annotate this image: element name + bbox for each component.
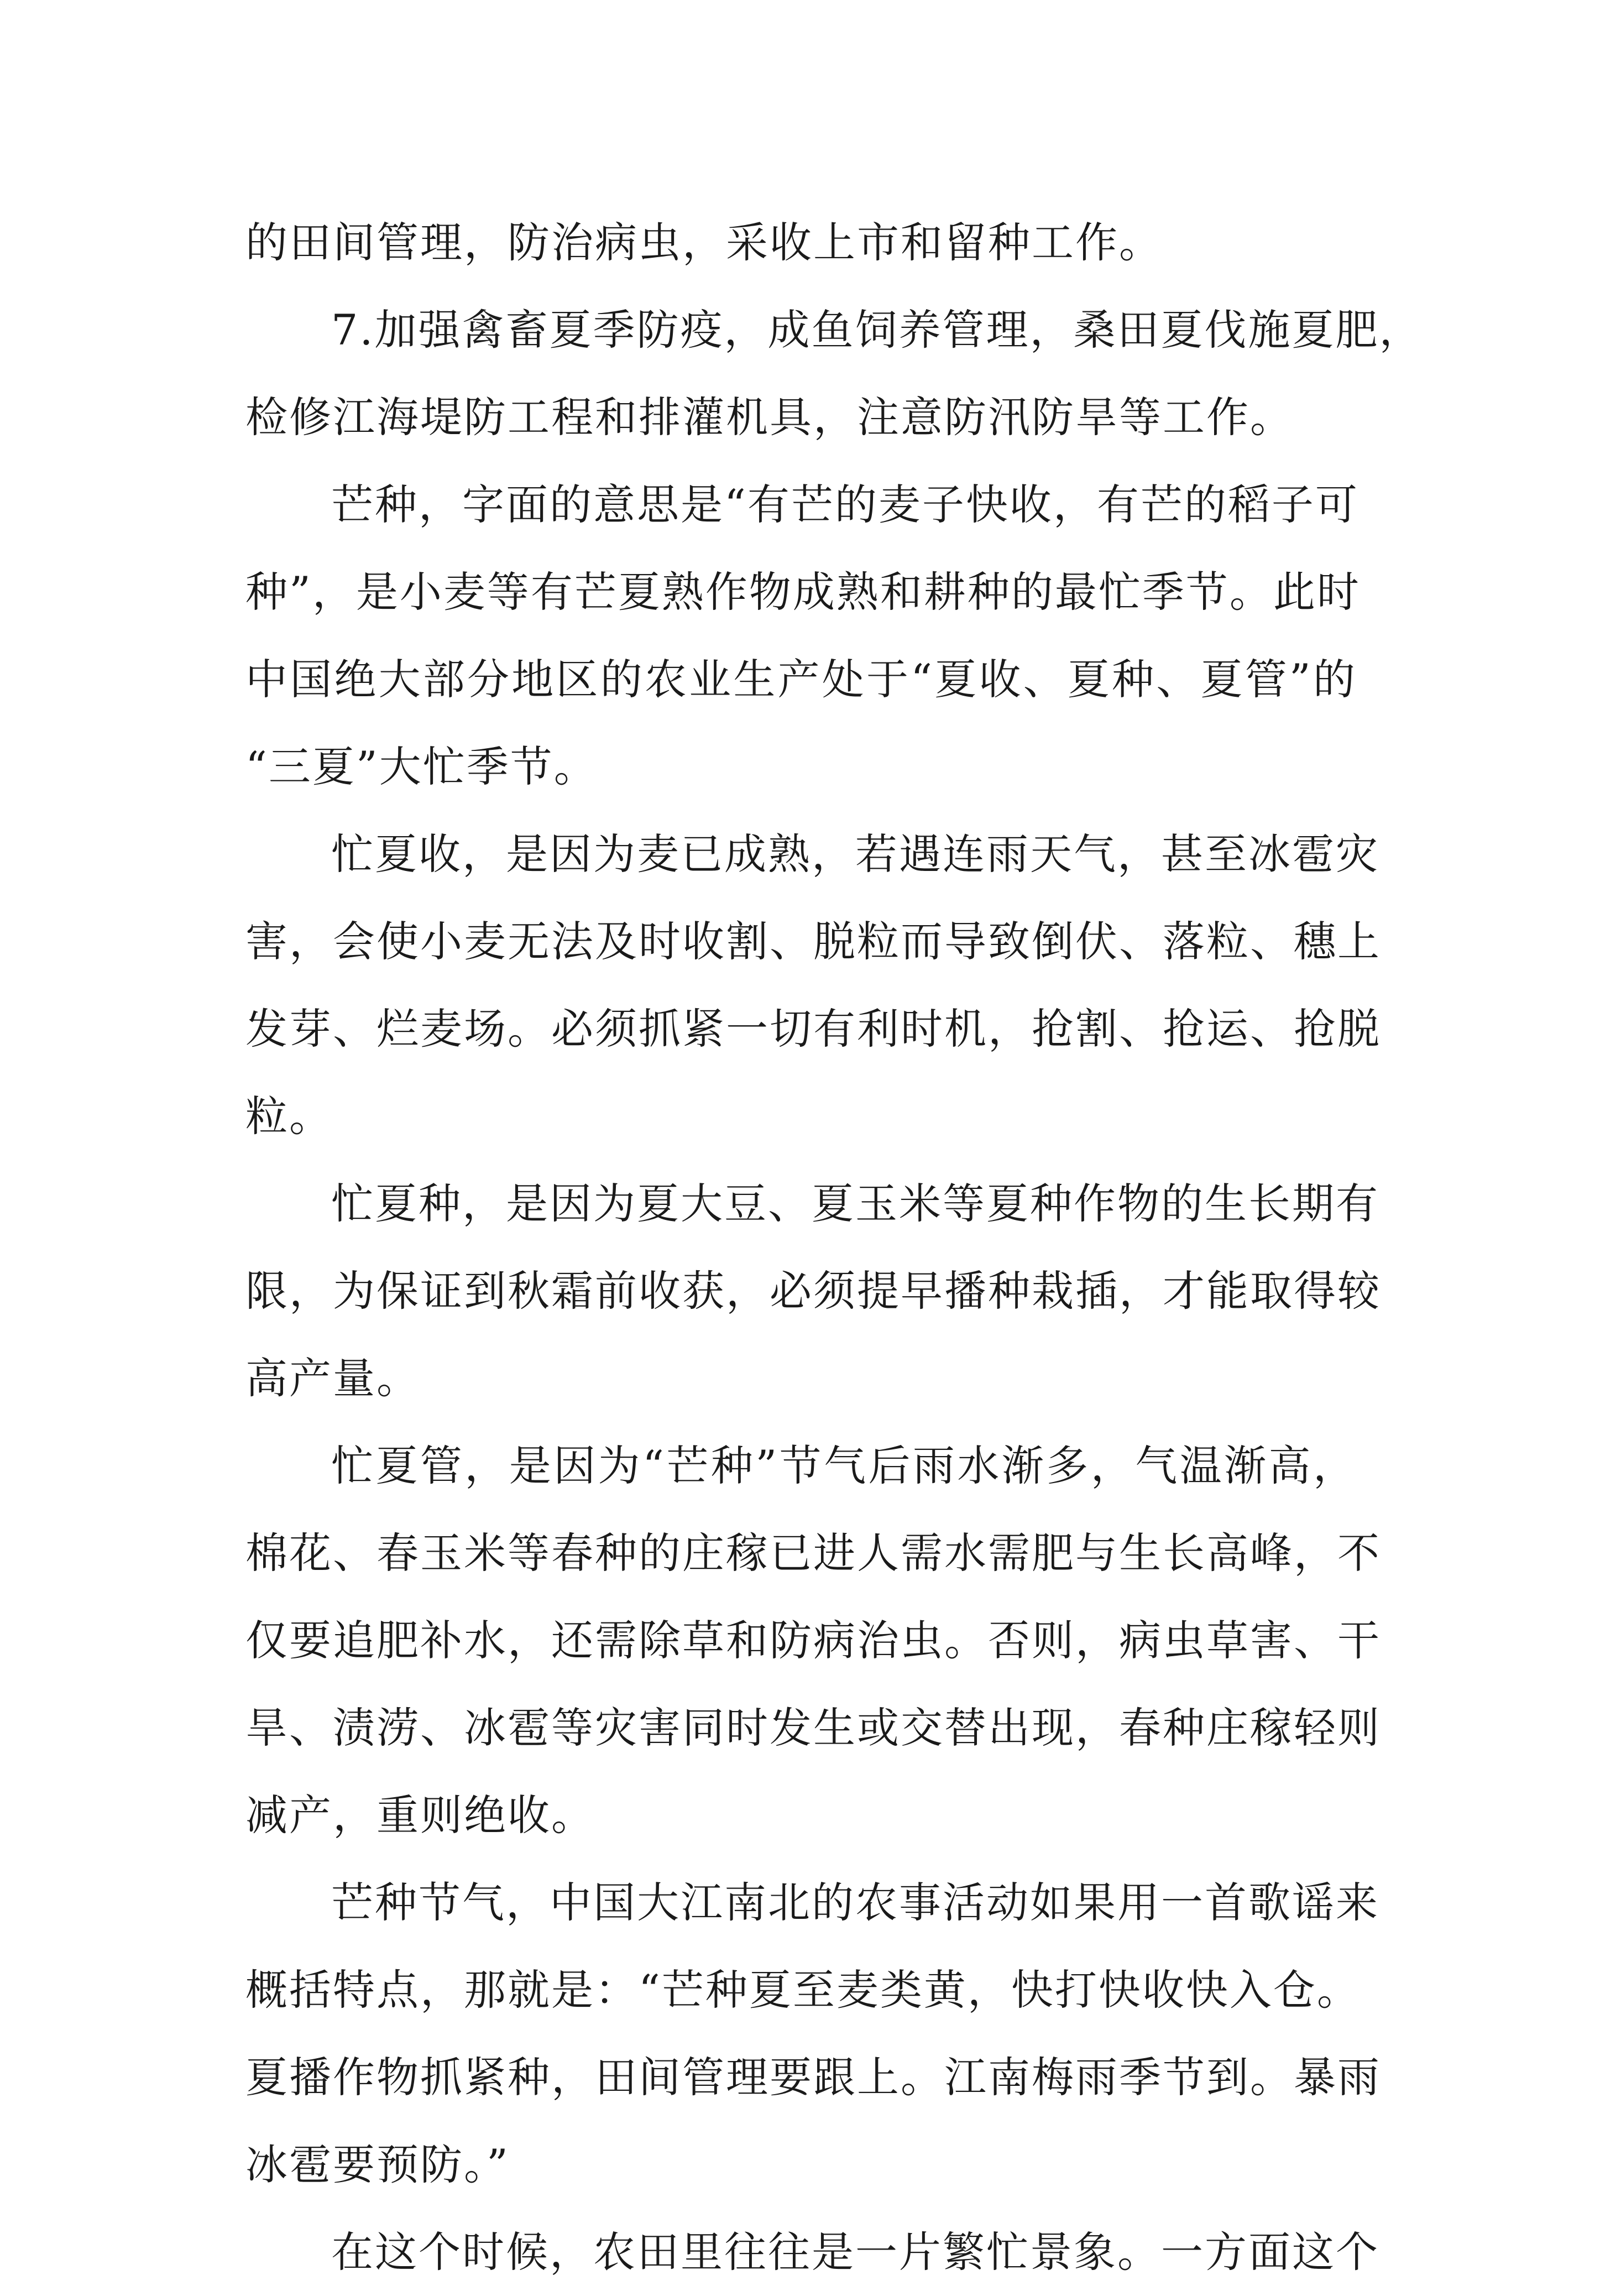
text-line: 概括特点，那就是：“芒种夏至麦类黄，快打快收快入仓。 xyxy=(245,1965,1361,2015)
text-line: 的田间管理，防治病虫，采收上市和留种工作。 xyxy=(245,218,1163,267)
text-line: 在这个时候，农田里往往是一片繁忙景象。一方面这个 xyxy=(331,2227,1379,2277)
text-line: 忙夏收，是因为麦已成熟，若遇连雨天气，甚至冰雹灾 xyxy=(331,829,1379,879)
text-line: 旱、渍涝、冰雹等灾害同时发生或交替出现，春种庄稼轻则 xyxy=(245,1703,1381,1752)
text-line: 限，为保证到秋霜前收获，必须提早播种栽插，才能取得较 xyxy=(245,1266,1381,1316)
text-line: 减产，重则绝收。 xyxy=(245,1791,595,1840)
text-line: 7.加强禽畜夏季防疫，成鱼饲养管理，桑田夏伐施夏肥， xyxy=(331,305,1423,354)
text-line: 高产量。 xyxy=(245,1354,420,1403)
text-line: 检修江海堤防工程和排灌机具，注意防汛防旱等工作。 xyxy=(245,393,1294,442)
text-line: 芒种节气，中国大江南北的农事活动如果用一首歌谣来 xyxy=(331,1878,1379,1927)
text-line: “三夏”大忙季节。 xyxy=(245,742,598,791)
text-line: 粒。 xyxy=(245,1092,333,1141)
text-line: 中国绝大部分地区的农业生产处于“夏收、夏种、夏管”的 xyxy=(245,655,1357,704)
text-line: 芒种，字面的意思是“有芒的麦子快收，有芒的稻子可 xyxy=(331,480,1359,529)
text-line: 忙夏管，是因为“芒种”节气后雨水渐多，气温渐高， xyxy=(331,1441,1357,1490)
text-line: 种”，是小麦等有芒夏熟作物成熟和耕种的最忙季节。此时 xyxy=(245,567,1361,617)
text-line: 夏播作物抓紧种，田间管理要跟上。江南梅雨季节到。暴雨 xyxy=(245,2053,1381,2102)
text-line: 冰雹要预防。” xyxy=(245,2140,510,2189)
text-line: 害，会使小麦无法及时收割、脱粒而导致倒伏、落粒、穗上 xyxy=(245,917,1381,966)
body-text xyxy=(245,199,1423,2296)
text-line: 忙夏种，是因为夏大豆、夏玉米等夏种作物的生长期有 xyxy=(331,1179,1379,1228)
text-line: 仅要追肥补水，还需除草和防病治虫。否则，病虫草害、干 xyxy=(245,1616,1381,1665)
text-line: 发芽、烂麦场。必须抓紧一切有利时机，抢割、抢运、抢脱 xyxy=(245,1004,1381,1053)
text-line: 棉花、春玉米等春种的庄稼已进人需水需肥与生长高峰，不 xyxy=(245,1528,1381,1578)
